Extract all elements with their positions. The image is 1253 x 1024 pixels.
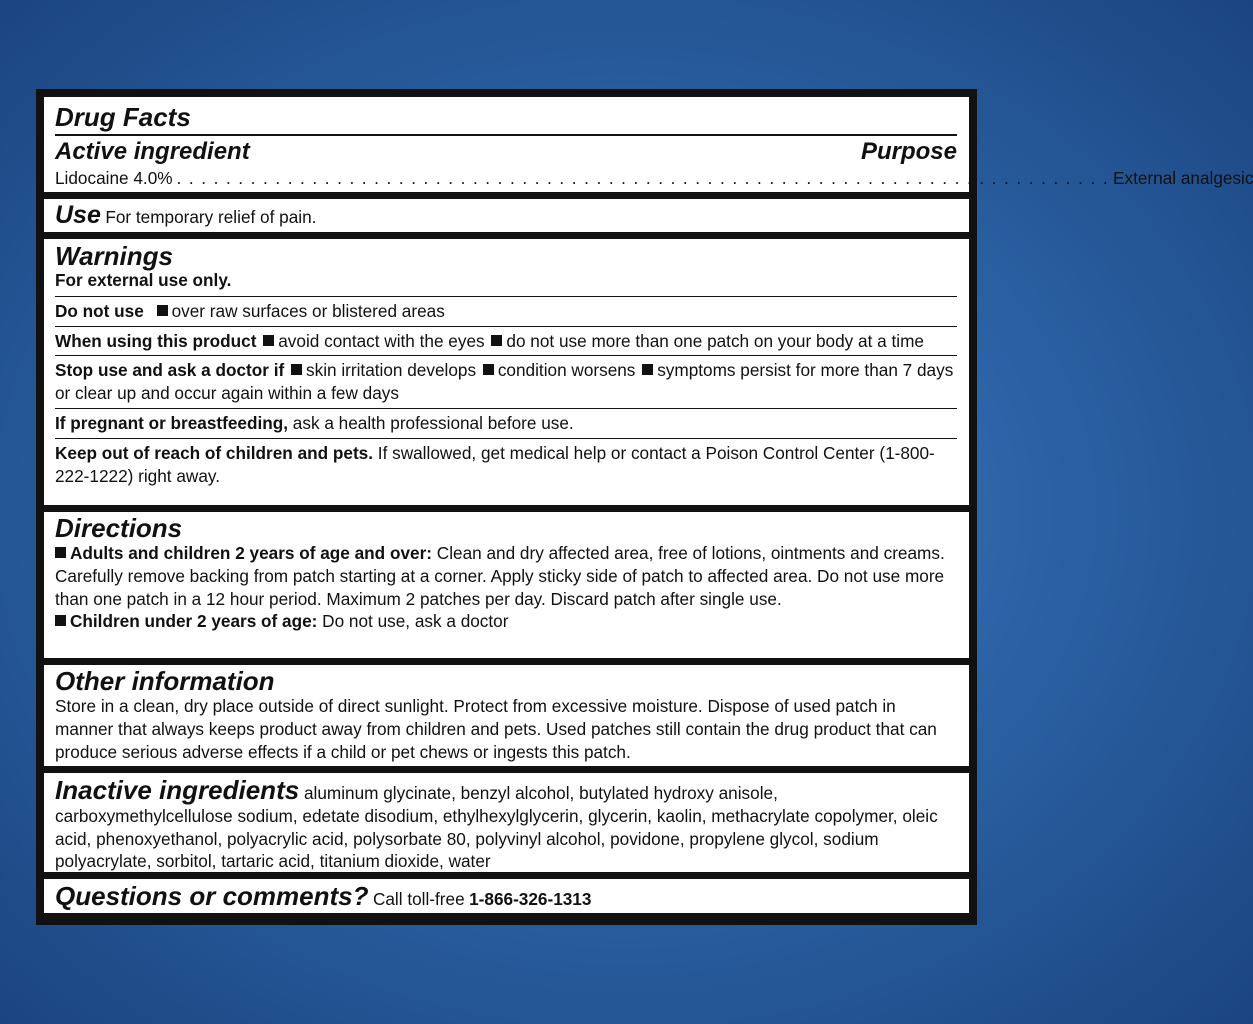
bullet-square	[642, 364, 653, 375]
do-not-use-row	[55, 297, 957, 326]
use-text: For temporary relief of pain.	[105, 207, 317, 227]
stop-use-label: Stop use and ask a doctor if	[55, 360, 285, 381]
bullet-square	[55, 547, 66, 558]
pregnant-label: If pregnant or breastfeeding,	[55, 412, 289, 433]
bullet-square	[263, 335, 274, 346]
adults-text: Clean and dry affected area, free of lotions, ointments and creams. Carefully remove backing from patch starting at a corner. Apply sticky side of patch to affected area. Do not use more than one patch in a 12 hour period. Maximum 2 patches per day. Discard patch after single use.	[55, 543, 945, 609]
inactive-ingredients-section	[44, 773, 969, 872]
other-information-text: Store in a clean, dry place outside of direct sunlight. Protect from excessive moisture. Dispose of used patch in manner that always keeps product away from children and pets. Used patches still contain the drug product that can produce serious adverse effects if a child or pet chews or ingests this patch.	[55, 696, 937, 762]
warnings-heading: Warnings	[55, 241, 173, 271]
questions-phone: 1-866-326-1313	[469, 889, 592, 909]
when-using-label: When using this product	[55, 330, 257, 351]
active-ingredient-heading: Active ingredient	[55, 138, 250, 165]
bullet-square	[491, 335, 502, 346]
drug-facts-section	[44, 97, 1253, 192]
pregnant-row	[55, 409, 957, 438]
stop-use-row	[55, 356, 957, 408]
when-using-item: avoid contact with the eyes	[278, 330, 485, 351]
directions-section	[44, 512, 969, 658]
inactive-ingredients-body	[55, 776, 957, 873]
dot-leader: . . . . . . . . . . . . . . . . . . . . . . . . . . . . . . . . . . . . . . . . . . . . . . . . . . . . . . . . . . . . . . . . . . . . . . . . . . . .	[176, 168, 1110, 188]
active-ingredient-header	[55, 136, 957, 167]
when-using-row	[55, 327, 957, 356]
directions-heading: Directions	[55, 513, 183, 543]
warnings-section	[44, 239, 969, 505]
stop-use-item: condition worsens	[497, 360, 636, 381]
questions-section	[44, 879, 969, 913]
when-using-item: do not use more than one patch on your body at a time	[506, 330, 924, 351]
keep-out-label: Keep out of reach of children and pets.	[55, 442, 374, 463]
keep-out-row	[55, 439, 957, 491]
use-section	[44, 199, 969, 232]
use-heading: Use	[55, 201, 101, 229]
inactive-ingredients-text: aluminum glycinate, benzyl alcohol, butylated hydroxy anisole, carboxymethylcellulose sodium, edetate disodium, ethylhexylglycerin, glycerin, kaolin, methacrylate copolymer, oleic acid, phenoxyethanol, polyacrylic acid, polysorbate 80, polyvinyl alcohol, povidone, propylene glycol, sodium polyacrylate, sorbitol, tartaric acid, titanium dioxide, water	[55, 783, 938, 872]
bullet-square	[291, 364, 302, 375]
pregnant-text: ask a health professional before use.	[292, 412, 574, 433]
other-information-heading: Other information	[55, 666, 275, 696]
ingredient-name: Lidocaine 4.0%	[55, 168, 173, 188]
questions-heading: Questions or comments?	[55, 881, 369, 911]
keep-out-text: If swallowed, get medical help or contact a Poison Control Center (1-800-222-1222) right away.	[55, 442, 935, 486]
drug-facts-panel	[36, 89, 1253, 925]
external-use-note: For external use only.	[55, 270, 232, 290]
bullet-square	[483, 364, 494, 375]
children-text: Do not use, ask a doctor	[322, 611, 509, 632]
directions-children	[55, 610, 957, 633]
adults-label: Adults and children 2 years of age and over:	[70, 543, 432, 563]
stop-use-item: skin irritation develops	[306, 360, 477, 381]
stop-use-item: symptoms persist for more than 7 days or clear up and occur again within a few days	[55, 360, 954, 404]
other-information-section	[44, 665, 969, 766]
drug-facts-title: Drug Facts	[55, 102, 191, 132]
purpose-heading: Purpose	[860, 138, 957, 165]
ingredient-purpose: External analgesic	[1113, 168, 1253, 188]
bullet-square	[55, 615, 66, 626]
bullet-square	[157, 305, 168, 316]
questions-text: Call toll-free	[372, 889, 465, 909]
do-not-use-item: over raw surfaces or blistered areas	[171, 300, 445, 321]
directions-adults	[55, 542, 957, 610]
do-not-use-label: Do not use	[55, 300, 144, 321]
active-ingredient-row	[55, 167, 1253, 190]
children-label: Children under 2 years of age:	[70, 611, 318, 632]
inactive-ingredients-heading: Inactive ingredients	[55, 775, 300, 805]
